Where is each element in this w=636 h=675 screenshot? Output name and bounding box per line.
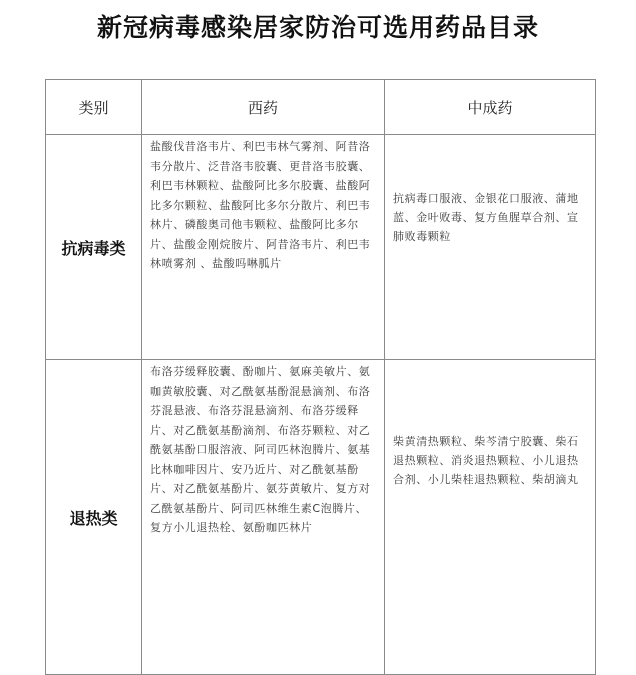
drug-list-table — [45, 79, 596, 675]
header-tcm: 中成药 — [385, 80, 596, 135]
page-title: 新冠病毒感染居家防治可选用药品目录 — [96, 13, 539, 42]
row-tcm-antiviral: 抗病毒口服液、金银花口服液、蒲地蓝、金叶败毒、复方鱼腥草合剂、宣肺败毒颗粒 — [385, 135, 596, 360]
row-category-antipyretic: 退热类 — [46, 360, 142, 675]
table-row — [46, 360, 596, 675]
row-western-antiviral: 盐酸伐昔洛韦片、利巴韦林气雾剂、阿昔洛韦分散片、泛昔洛韦胶囊、更昔洛韦胶囊、利巴韦林颗粒、盐酸阿比多尔胶囊、盐酸阿比多尔颗粒、盐酸阿比多尔分散片、利巴韦林片、磷酸奥司他韦颗粒、盐酸阿比多尔片、盐酸金刚烷胺片、阿昔洛韦片、利巴韦林喷雾剂 、盐酸吗啉胍片 — [142, 135, 385, 360]
header-category: 类别 — [46, 80, 142, 135]
table-row — [46, 135, 596, 360]
header-western: 西药 — [142, 80, 385, 135]
row-category-antiviral: 抗病毒类 — [46, 135, 142, 360]
table-header-row — [46, 80, 596, 135]
row-western-antipyretic: 布洛芬缓释胶囊、酚咖片、氨麻美敏片、氨咖黄敏胶囊、对乙酰氨基酚混悬滴剂、布洛芬混悬液、布洛芬混悬滴剂、布洛芬缓释片、对乙酰氨基酚滴剂、布洛芬颗粒、对乙酰氨基酚口服溶液、阿司匹林泡腾片、氨基比林咖啡因片、安乃近片、对乙酰氨基酚片、对乙酰氨基酚片、氨芬黄敏片、复方对乙酰氨基酚片、阿司匹林维生素C泡腾片、复方小儿退热栓、氨酚咖匹林片 — [142, 360, 385, 675]
row-tcm-antipyretic: 柴黄清热颗粒、柴芩清宁胶囊、柴石退热颗粒、消炎退热颗粒、小儿退热合剂、小儿柴桂退热颗粒、柴胡滴丸 — [385, 360, 596, 675]
